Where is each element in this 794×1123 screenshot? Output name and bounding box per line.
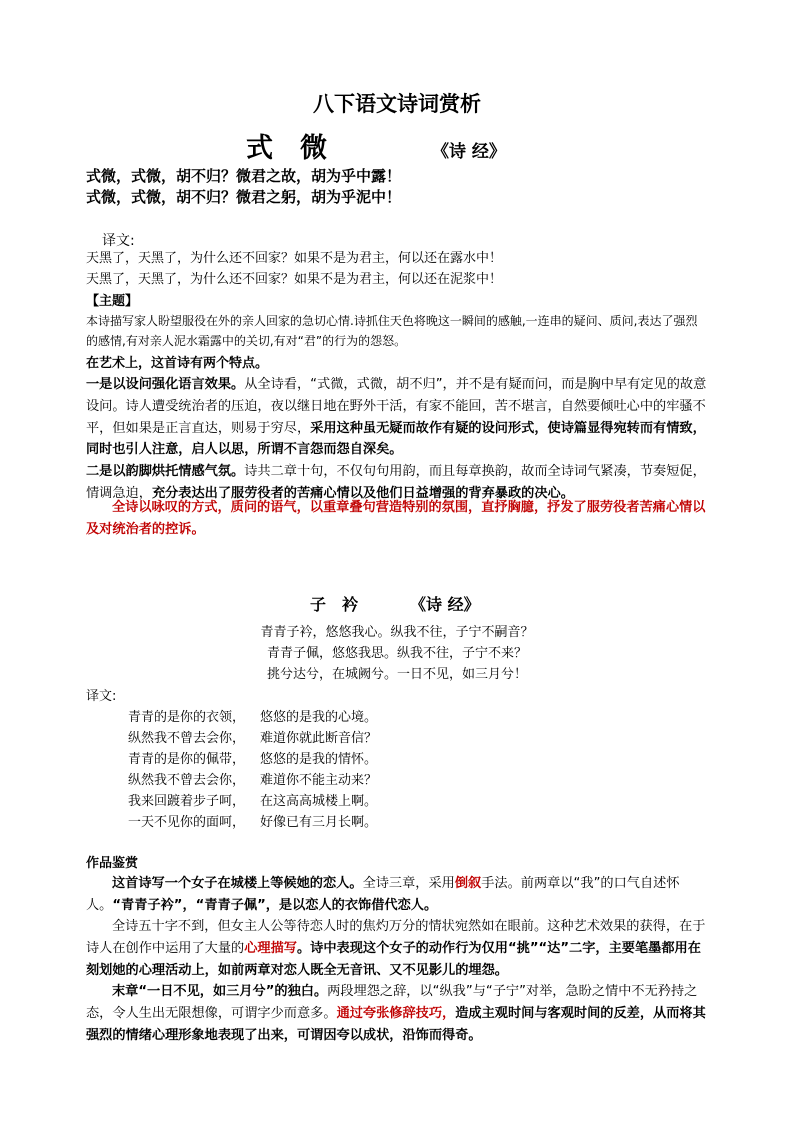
art-point-1-body: 从全诗看，“式微，式微，胡不归”，并不是有疑而问，而是胸中早有定见的故意设问。诗人遭受统治者的压迫，夜以继日地在野外干活，有家不能回，苦不堪言，自然要倾吐心中的牢骚不平，但如果是正言直达，则易于穷尽， [86,377,707,436]
art-point-2-body: 诗共二章十句，不仅句句用韵，而且每章换韵，故而全诗词气紧凑，节奏短促，情调急迫， [86,464,706,501]
poem2-translation-row-1-b: 悠悠的是我的心境。 [260,710,378,725]
app1-t5: “青青子衿”，“青青子佩”，是以恋人的衣饰借代恋人。 [112,897,438,913]
poem2-translation-row-3-b: 悠悠的是我的情怀。 [260,752,378,767]
app3-t1: 末章“一日不见，如三月兮”的独白。 [112,984,328,999]
art-point-1 [86,374,708,461]
app1-t4: 手法。前两章以“我”的口气自述怀人。 [86,876,680,913]
poem2-translation-row-2-b: 难道你就此断音信？ [260,731,378,746]
poem2-translation-row-2-a: 纵然我不曾去会你， [128,731,246,746]
theme-label: 【主题】 [86,294,139,309]
app1-t1: 这首诗写一个女子在城楼上等候她的恋人。 [112,876,363,891]
document-title: 八下语文诗词赏析 [313,91,481,116]
poem1-source: 《诗 经》 [432,142,506,162]
app1-highlight: 倒叙 [454,876,482,891]
appreciation-label: 作品鉴赏 [86,856,139,871]
poem2-translation-row-1-a: 青青的是你的衣领， [128,710,246,725]
art-point-2-head: 二是以韵脚烘托情感气氛。 [86,464,245,479]
poem2-title: 子 衿 [310,595,359,614]
poem2-translation-row-4-b: 难道你不能主动来？ [260,773,378,788]
poem2-translation-row-4-a: 纵然我不曾去会你， [128,773,246,788]
poem2-source: 《诗 经》 [410,595,480,614]
poem2-translation-row-5-a: 我来回踱着步子呵， [128,794,246,809]
app3-t2: 两段埋怨之辞，以“纵我”与“子宁”对举，急盼之情中不无矜持之态，令人生出无限想像，可谓字少而意多。 [86,984,698,1021]
poem2-translation-row-6-b: 好像已有三月长啊。 [260,815,378,830]
poem1-translation-line-1: 天黑了，天黑了，为什么还不回家？如果不是为君主，何以还在露水中！ [86,251,503,266]
poem2-line-1: 青青子衿，悠悠我心。纵我不往，子宁不嗣音？ [260,625,534,640]
poem2-translation-row-3-a: 青青的是你的佩带， [128,752,246,767]
app1-t2: 全诗三章，采用 [362,876,455,891]
art-point-1-bold: 采用这种虽无疑而故作有疑的设问形式，使诗篇显得宛转而有情致，同时也引人注意，启人以思，所谓不言怨而怨自深矣。 [86,420,706,458]
theme-text: 本诗描写家人盼望服役在外的亲人回家的急切心情.诗抓住天色将晚这一瞬间的感触,一连串的疑问、质问,表达了强烈的感情,有对亲人泥水霜露中的关切,有对“君”的行为的怨怒。 [86,314,698,348]
app2-t3: 。诗中表现这个女子的动作行为仅用“挑”“达”二字，主要笔墨都用在刻划她的心理活动上，如前两章对恋人既全无音讯、又不见影儿的埋怨。 [86,940,701,978]
art-heading: 在艺术上，这首诗有两个特点。 [86,356,269,371]
poem1-title: 式 微 [246,133,327,164]
art-point-2-bold: 充分表达出了服劳役者的苦痛心情以及他们日益增强的背弃暴政的决心。 [151,485,574,501]
poem2-line-2: 青青子佩，悠悠我思。纵我不往，子宁不来？ [266,646,527,661]
poem1-summary: 全诗以咏叹的方式，质问的语气，以重章叠句营造特别的氛围，直抒胸臆，抒发了服劳役者苦痛心情以及对统治者的控诉。 [86,500,706,537]
poem1-line-2: 式微，式微，胡不归？微君之躬，胡为乎泥中！ [86,188,402,206]
app2-highlight: 心理描写 [244,940,297,956]
appreciation-paragraph-1 [86,873,708,917]
app3-highlight: 通过夸张修辞技巧， [336,1005,456,1021]
app3-t4: 造成主观时间与客观时间的反差，从而将其强烈的情绪心理形象地表现了出来，可谓因夸以成状，沿饰而得奇。 [86,1005,706,1043]
appreciation-paragraph-2 [86,916,708,981]
poem2-line-3: 挑兮达兮，在城阙兮。一日不见，如三月兮！ [266,667,527,682]
appreciation-paragraph-3 [86,981,708,1046]
poem1-translation-label: 译文: [102,233,135,249]
poem2-translation-label: 译文: [86,689,117,704]
art-point-1-head: 一是以设问强化语言效果。 [86,377,245,392]
poem1-translation-line-2: 天黑了，天黑了，为什么还不回家？如果不是为君主，何以还在泥浆中！ [86,272,503,287]
poem2-translation-row-6-a: 一天不见你的面呵， [128,815,246,830]
poem1-line-1: 式微，式微，胡不归？微君之故，胡为乎中露！ [86,167,402,185]
app2-t1: 全诗五十字不到，但女主人公等待恋人时的焦灼万分的情状宛然如在眼前。这种艺术效果的获得，在于诗人在创作中运用了大量的 [86,919,706,956]
poem2-translation-row-5-b: 在这高高城楼上啊。 [260,794,378,809]
